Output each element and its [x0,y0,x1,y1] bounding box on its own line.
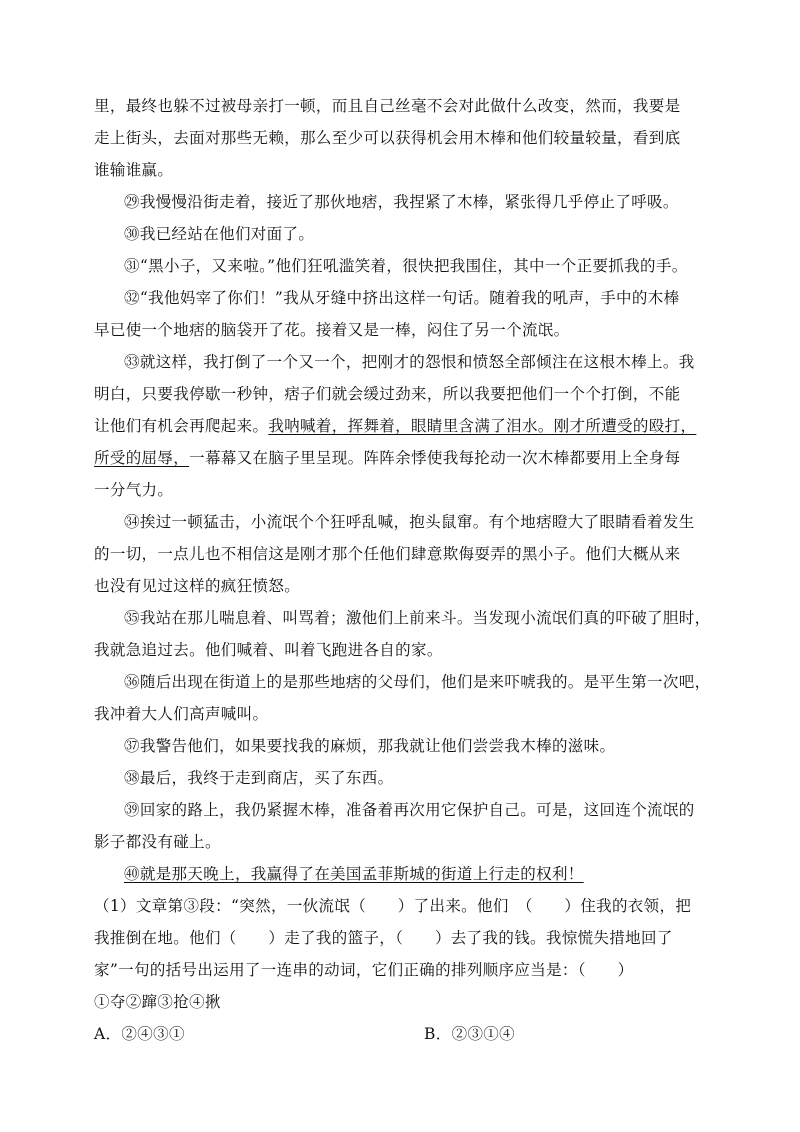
paragraph-32-line-2: 早已使一个地痞的脑袋开了花。接着又是一棒，闷住了另一个流氓。 [94,321,570,339]
paragraph-38: ㊳最后，我终于走到商店，买了东西。 [124,769,394,787]
paragraph-35-line-1: ㉟我站在那儿喘息着、叫骂着；激他们上前来斗。当发现小流氓们真的吓破了胆时， [124,609,711,627]
question-1-stem-line-3: 家”一句的括号出运用了一连串的动词，它们正确的排列顺序应当是：（ ） [94,961,634,979]
paragraph-28-line-2: 走上街头，去面对那些无赖，那么至少可以获得机会用木棒和他们较量较量，看到底 [94,129,681,147]
option-b[interactable]: B．②③①④ [424,1025,515,1043]
paragraph-36-line-1: ㊱随后出现在街道上的是那些地痞的父母们，他们是来吓唬我的。是平生第一次吧， [124,673,711,691]
question-1-stem-line-1: （1）文章第③段：“突然，一伙流氓（ ）了出来。他们 （ ）住我的衣领，把 [94,897,692,915]
question-1-word-list: ①夺②蹿③抢④揪 [94,993,221,1011]
paragraph-39-line-1: ㊴回家的路上，我仍紧握木棒，准备着再次用它保护自己。可是，这回连个流氓的 [124,801,695,819]
paragraph-34-line-1: ㉞挨过一顿猛击，小流氓个个狂呼乱喊，抱头鼠窜。有个地痞瞪大了眼睛看着发生 [124,513,695,531]
underlined-sentence-part-1: 我呐喊着，挥舞着，眼睛里含满了泪水。刚才所遭受的殴打， [268,417,697,435]
paragraph-33-line-4-plain: 一幕幕又在脑子里呈现。阵阵余悸使我每抡动一次木棒都要用上全身每 [189,449,681,467]
paragraph-30: ㉚我已经站在他们对面了。 [124,225,315,243]
paragraph-29: ㉙我慢慢沿街走着，接近了那伙地痞，我捏紧了木棒，紧张得几乎停止了呼吸。 [124,193,679,211]
paragraph-33-line-2: 明白，只要我停歇一秒钟，痞子们就会缓过劲来，所以我要把他们一个个打倒，不能 [94,385,681,403]
paragraph-33-line-5: 一分气力。 [94,481,174,499]
paragraph-33-line-3-plain: 让他们有机会再爬起来。 [94,417,269,435]
paragraph-39-line-2: 影子都没有碰上。 [94,833,221,851]
underlined-sentence-part-2: 所受的屈辱， [94,449,190,467]
paragraph-33-line-4 [94,448,680,468]
paragraph-37: ㊲我警告他们，如果要找我的麻烦，那我就让他们尝尝我木棒的滋味。 [124,737,616,755]
paragraph-34-line-3: 也没有见过这样的疯狂愤怒。 [94,577,301,595]
paragraph-40-underlined: ㊵就是那天晚上，我赢得了在美国孟菲斯城的街道上行走的权利！ [124,865,584,883]
paragraph-33-line-3 [94,416,696,436]
paragraph-34-line-2: 的一切，一点儿也不相信这是刚才那个任他们肆意欺侮耍弄的黑小子。他们大概从来 [94,545,681,563]
paragraph-28-line-3: 谁输谁赢。 [94,161,174,179]
paragraph-28-line-1: 里，最终也躲不过被母亲打一顿，而且自己丝毫不会对此做什么改变，然而，我要是 [94,97,681,115]
paragraph-35-line-2: 我就急追过去。他们喊着、叫着飞跑进各自的家。 [94,641,443,659]
paragraph-32-line-1: ㉜“我他妈宰了你们！”我从牙缝中挤出这样一句话。随着我的吼声，手中的木棒 [124,289,680,307]
paragraph-36-line-2: 我冲着大人们高声喊叫。 [94,705,269,723]
question-1-stem-line-2: 我推倒在地。他们（ ）走了我的篮子，（ ）去了我的钱。我惊慌失措地回了 [94,929,673,947]
option-a[interactable]: A．②④③① [94,1025,185,1043]
paragraph-33-line-1: ㉝就这样，我打倒了一个又一个，把刚才的怨恨和愤怒全部倾注在这根木棒上。我 [124,353,695,371]
paragraph-31: ㉛“黑小子，又来啦。”他们狂吼滥笑着，很快把我围住，其中一个正要抓我的手。 [124,257,688,275]
